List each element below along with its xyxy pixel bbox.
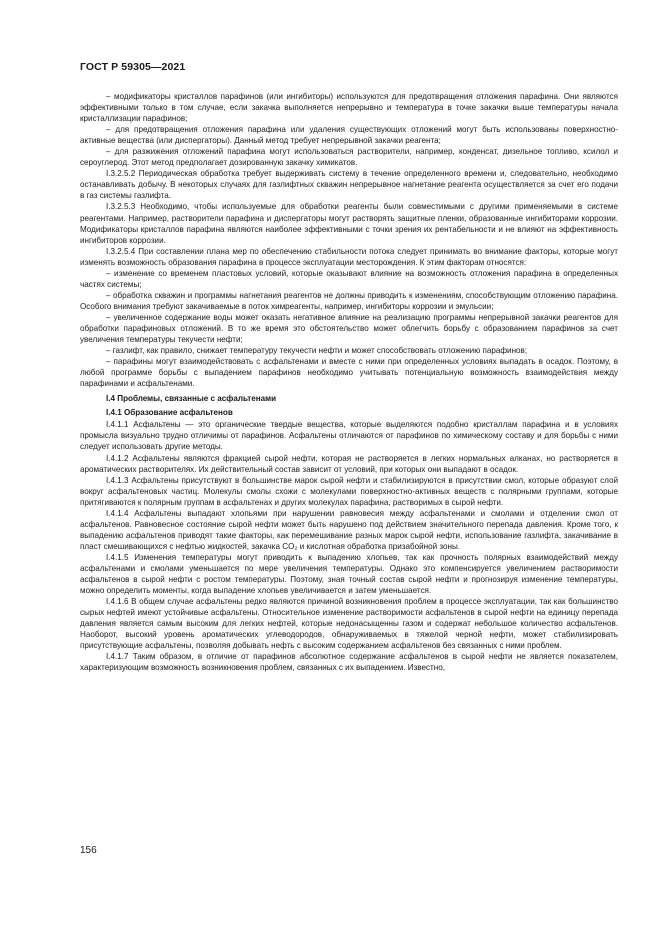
page-number: 156 xyxy=(80,845,97,856)
paragraph: I.3.2.5.2 Периодическая обработка требует выдерживать систему в течение определенного времени и, следовательно, необходимо останавливать добычу. В некоторых случаях для газлифтных скважин непрерывное нагнетание реагента осуществляется за счет его подачи в газ системы газлифта. xyxy=(80,169,618,201)
paragraph: – обработка скважин и программы нагнетания реагентов не должны приводить к изменениям, способствующим отложению парафина. Особого внимания требуют закачиваемые в поток химреагенты, например, ингибиторы коррозии и эмульсии; xyxy=(80,290,618,311)
paragraph: – для предотвращения отложения парафина или удаления существующих отложений могут быть использованы поверхностно-активные вещества (или диспергаторы). Данный метод требует непрерывной закачки реагента; xyxy=(80,125,618,146)
paragraph: I.4.1.3 Асфальтены присутствуют в большинстве марок сырой нефти и стабилизируются в присутствии смол, которые образуют слой вокруг асфальтеновых частиц. Молекулы смолы схожи с молекулами поверхностно-активных веществ с полярными группами, которые притягиваются к полярным группам в асфальтенах и других молекулах парафина, растворимых в сырой нефти. xyxy=(80,475,618,507)
document-body xyxy=(80,91,618,673)
paragraph: – парафины могут взаимодействовать с асфальтенами и вместе с ними при определенных условиях выпадать в осадок. Поэтому, в любой программе борьбы с выпадением парафинов необходимо учитывать потенциальную возможность взаимодействия между парафинами и асфальтенами. xyxy=(80,357,618,389)
paragraph: I.4.1.2 Асфальтены являются фракцией сырой нефти, которая не растворяется в легких нормальных алканах, но растворяется в ароматических растворителях. Их действительный состав зависит от условий, при которых они выпадают в осадок. xyxy=(80,453,618,474)
paragraph: – для разжижения отложений парафина могут использоваться растворители, например, конденсат, дизельное топливо, ксилол и сероуглерод. Этот метод предполагает дозированную закачку химикатов. xyxy=(80,147,618,168)
paragraph: I.4.1.1 Асфальтены — это органические твердые вещества, которые выделяются подобно кристаллам парафина и в условиях промысла визуально трудно отличимы от парафинов. Асфальтены отличаются от парафинов по химическому составу и для борьбы с ними следует использовать другие методы. xyxy=(80,420,618,452)
paragraph: I.4.1.5 Изменения температуры могут приводить к выпадению хлопьев, так как прочность полярных взаимодействий между асфальтенами и смолами уменьшается по мере увеличения температуры. Однако это компенсируется увеличением растворимости асфальтенов в сырой нефти с ростом температуры. Поэтому, зная точный состав сырой нефти и прогнозируя изменение температуры, можно определить моменты, когда выпадение хлопьев увеличивается и затем уменьшается. xyxy=(80,552,618,596)
subsection-heading: I.4.1 Образование асфальтенов xyxy=(106,408,233,418)
paragraph: I.4.1.6 В общем случае асфальтены редко являются причиной возникновения проблем в процессе эксплуатации, так как большинство сырых нефтей имеют устойчивые асфальтены. Относительное изменение растворимости асфальтенов в сырой нефти на единицу перепада давления является самым высоким для легких нефтей, которые недонасыщенны газом и содержат небольшое количество асфальтенов. Наоборот, высокий уровень ароматических углеводородов, обнаруживаемых в тяжелой черной нефти, может стабилизировать присутствующие асфальтены, позволяя добывать нефть с высоким содержанием асфальтенов без связанных с ними проблем. xyxy=(80,597,618,651)
document-code-header: ГОСТ Р 59305—2021 xyxy=(80,61,186,73)
paragraph: I.3.2.5.4 При составлении плана мер по обеспечению стабильности потока следует принимать во внимание факторы, которые могут изменять возможность образования парафина в процессе эксплуатации месторождения. К этим факторам относятся: xyxy=(80,246,618,267)
paragraph: I.4.1.4 Асфальтены выпадают хлопьями при нарушении равновесия между асфальтенами и смолами и отделении смол от асфальтенов. Равновесное состояние сырой нефти может быть нарушено под действием значительного перепада давления. Кроме того, к выпадению асфальтенов приводят такие факторы, как перемешивание разных марок сырой нефти, использование газлифта, закачивание в пласт смешивающихся с нефтью жидкостей, закачка CO₂ и кислотная обработка призабойной зоны. xyxy=(80,508,618,551)
paragraph: – изменение со временем пластовых условий, которые оказывают влияние на возможность отложения парафина в определенных частях системы; xyxy=(80,268,618,289)
paragraph: I.3.2.5.3 Необходимо, чтобы используемые для обработки реагенты были совместимыми с другими применяемыми в системе реагентами. Например, растворители парафина и диспергаторы могут растворять защитные пленки, образованные ингибиторами коррозии. Модификаторы кристаллов парафина являются наиболее эффективными с точки зрения их рентабельности и не влияют на эффективность ингибиторов коррозии. xyxy=(80,202,618,245)
paragraph: – увеличенное содержание воды может оказать негативное влияние на реализацию программы непрерывной закачки реагентов для обработки парафиновых отложений. В то же время это обстоятельство может облегчить борьбу с образованием парафинов за счет увеличения температуры текучести нефти; xyxy=(80,312,618,345)
paragraph: – газлифт, как правило, снижает температуру текучести нефти и может способствовать отложению парафинов; xyxy=(106,346,528,356)
paragraph: – модификаторы кристаллов парафинов (или ингибиторы) используются для предотвращения отложения парафина. Они являются эффективными только в том случае, если закачка выполняется непрерывно и температура в точке закачки выше температуры начала кристаллизации парафинов; xyxy=(80,92,618,124)
section-heading: I.4 Проблемы, связанные с асфальтенами xyxy=(106,394,277,404)
paragraph: I.4.1.7 Таким образом, в отличие от парафинов абсолютное содержание асфальтенов в сырой нефти не является показателем, характеризующим возможность возникновения проблем, связанных с их выпадением. Известно, xyxy=(80,652,618,673)
